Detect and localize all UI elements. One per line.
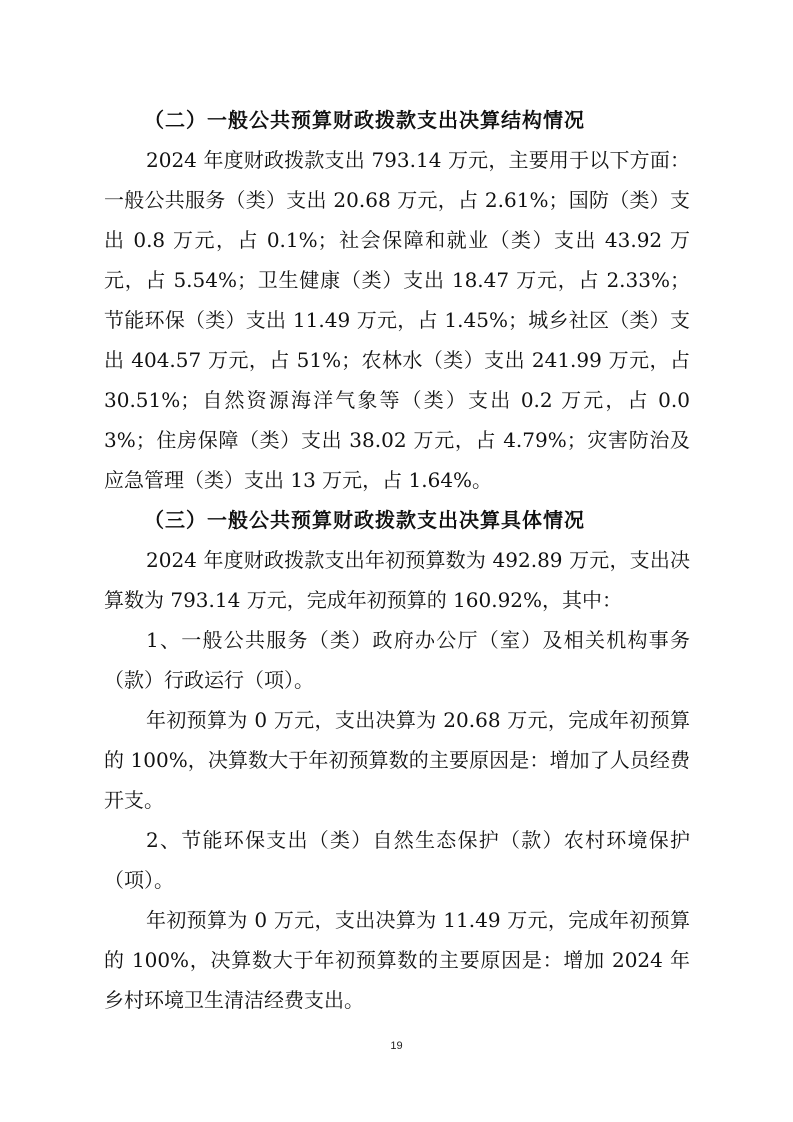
item-1-title: 1、一般公共服务（类）政府办公厅（室）及相关机构事务（款）行政运行（项）。 — [104, 628, 690, 692]
section-2-heading: （二）一般公共预算财政拨款支出决算结构情况 — [144, 108, 585, 132]
section-2-paragraph: 2024 年度财政拨款支出 793.14 万元，主要用于以下方面：一般公共服务（类）支出 20.68 万元，占 2.61%；国防（类）支出 0.8 万元，占 0.1%；社会保障和就业（类）支出 43.92 万元，占 5.54%；卫生健康（类）支出 18.47 万元，占 2.33%；节能环保（类）支出 11.49 万元，占 1.45%；城乡社区（类）支出 404.57 万元，占 51%；农林水（类）支出 241.99 万元，占 30.51%；自然资源海洋气象等（类）支出 0.2 万元，占 0.03%；住房保障（类）支出 38.02 万元，占 4.79%；灾害防治及应急管理（类）支出 13 万元，占 1.64%。 — [104, 148, 690, 492]
page-content — [104, 100, 690, 1020]
page-number: 19 — [390, 1040, 403, 1052]
section-3-heading: （三）一般公共预算财政拨款支出决算具体情况 — [144, 508, 585, 532]
item-2-title: 2、节能环保支出（类）自然生态保护（款）农村环境保护（项）。 — [104, 828, 690, 892]
section-3-intro: 2024 年度财政拨款支出年初预算数为 492.89 万元，支出决算数为 793.14 万元，完成年初预算的 160.92%，其中： — [104, 548, 690, 612]
item-1-detail: 年初预算为 0 万元，支出决算为 20.68 万元，完成年初预算的 100%，决算数大于年初预算数的主要原因是：增加了人员经费开支。 — [104, 708, 690, 812]
item-2-detail: 年初预算为 0 万元，支出决算为 11.49 万元，完成年初预算的 100%，决算数大于年初预算数的主要原因是：增加 2024 年乡村环境卫生清洁经费支出。 — [104, 908, 690, 1012]
